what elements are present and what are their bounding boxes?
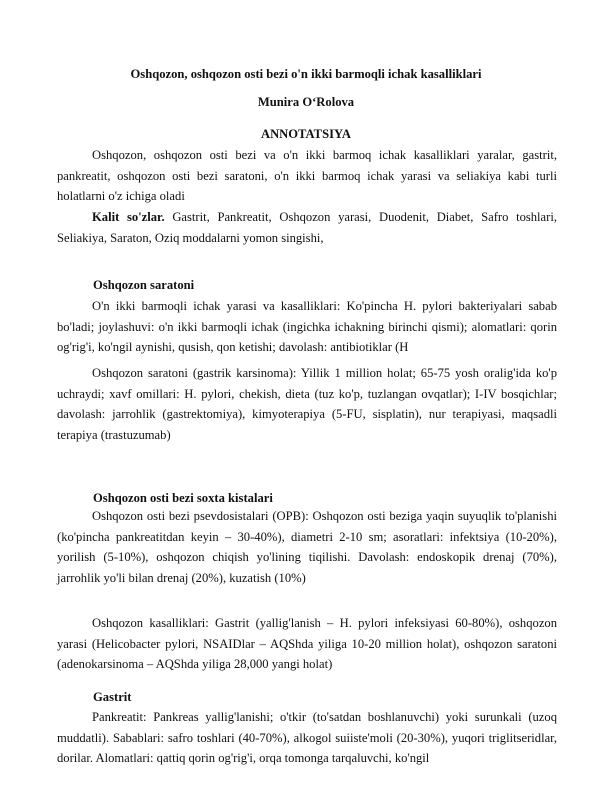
section-heading-stomach-cancer: Oshqozon saratoni xyxy=(93,278,195,292)
paragraph-duodenal-ulcer: O'n ikki barmoqli ichak yarasi va kasalliklari: Ko'pincha H. pylori bakteriyalari sabab bo'ladi; joylashuvi: o'n ikki barmoqli ichak (ingichka ichakning birinchi qismi); alomatlari: qorin og'rig'i, ko'ngil aynishi, qusish, qon ketishi; davolash: antibiotiklar (H xyxy=(57,299,557,355)
section-heading-pseudocysts: Oshqozon osti bezi soxta kistalari xyxy=(93,491,273,505)
author-name: Munira O‘Rolova xyxy=(257,95,355,109)
paragraph-stomach-diseases: Oshqozon kasalliklari: Gastrit (yallig'lanish – H. pylori infeksiyasi 60-80%), oshqozon yarasi (Helicobacter pylori, NSAIDlar – AQShda yiliga 10-20 million holat), oshqozon saratoni (adenokarsinoma – AQShda yiliga 28,000 yangi holat) xyxy=(57,616,557,672)
keywords-text: Gastrit, Pankreatit, Oshqozon yarasi, Duodenit, Diabet, Safro toshlari, Seliakiya, Saraton, Oziq moddalarni yomon singishi, xyxy=(57,210,557,245)
keywords-label: Kalit so'zlar. xyxy=(92,210,165,224)
paragraph-pseudocysts: Oshqozon osti bezi psevdosistalari (OPB): Oshqozon osti beziga yaqin suyuqlik to'planishi (ko'pincha pankreatitdan keyin – 30-40%), diametri 2-10 sm; asoratlari: infektsiya (10-20%), yorilish (5-10%), oshqozon chiqish yo'lining tiqilishi. Davolash: endoskopik drenaj (70%), jarrohlik yo'li bilan drenaj (20%), kuzatish (10%) xyxy=(57,509,557,585)
annotation-paragraph: Oshqozon, oshqozon osti bezi va o'n ikki barmoq ichak kasalliklari yaralar, gastrit, pankreatit, oshqozon osti bezi saratoni, o'n ikki barmoq ichak yarasi va seliakiya kabi turli holatlarni o'z ichiga oladi xyxy=(57,148,557,204)
annotation-heading: ANNOTATSIYA xyxy=(260,127,352,141)
paragraph-pancreatitis: Pankreatit: Pankreas yallig'lanishi; o'tkir (to'satdan boshlanuvchi) yoki surunkali (uzoq muddatli). Sabablari: safro toshlari (40-70%), alkogol suiiste'moli (20-30%), yuqori triglitseridlar, dorilar. Alomatlari: qattiq qorin og'rig'i, orqa tomonga tarqaluvchi, ko'ngil xyxy=(57,710,557,766)
keywords-paragraph xyxy=(57,207,557,248)
paper-title: Oshqozon, oshqozon osti bezi o'n ikki barmoqli ichak kasalliklari xyxy=(130,67,482,81)
section-heading-gastritis: Gastrit xyxy=(93,690,132,704)
paragraph-gastric-carcinoma: Oshqozon saratoni (gastrik karsinoma): Yillik 1 million holat; 65-75 yosh oralig'ida ko'p uchraydi; xavf omillari: H. pylori, chekish, dieta (tuz ko'p, tuzlangan ovqatlar); I-IV bosqichlar; davolash: jarrohlik (gastrektomiya), kimyoterapiya (5-FU, sisplatin), nur terapiyasi, maqsadli terapiya (trastuzumab) xyxy=(57,366,557,442)
